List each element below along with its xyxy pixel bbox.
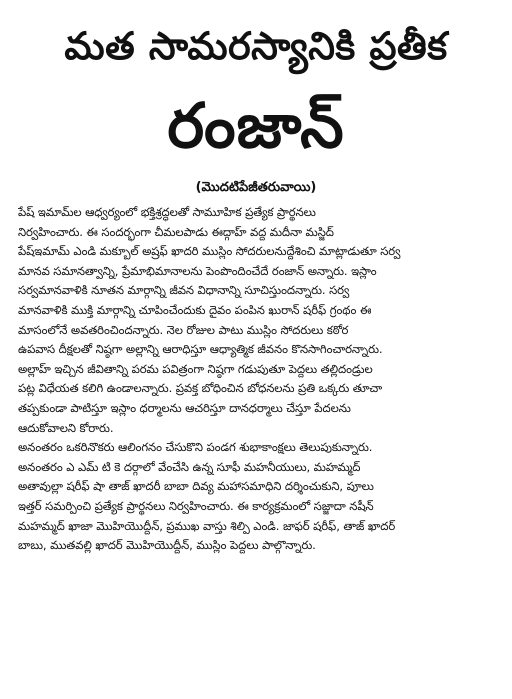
headline-line-1: మత సామరస్యానికి ప్రతీక xyxy=(64,24,448,68)
continuation-note: (మొదటిపేజీతరువాయి) xyxy=(195,180,317,195)
body-line: సర్వమానవాళికి నూతన మార్గాన్ని జీవన విధానాన్ని సూచిస్తుందన్నారు. సర్వ xyxy=(18,283,350,298)
headline-line-2: రంజాన్ xyxy=(167,89,345,162)
article-body xyxy=(18,203,500,556)
body-line: ఇత్తర్ సమర్పించి ప్రత్యేక ప్రార్థనలు నిర్వహించారు. ఈ కార్యక్రమంలో సజ్జాదా నషీన్ xyxy=(18,498,374,513)
body-line: తప్పకుండా పాటిస్తూ ఇస్లాం ధర్మాలను ఆచరిస్తూ దానధర్మాలు చేస్తూ పేదలను xyxy=(18,400,351,415)
body-line: నిర్వహించారు. ఈ సందర్భంగా చీమలపాడు ఈద్గాహ్ వద్ద మదీనా మస్జిద్ xyxy=(18,224,334,239)
body-line: మానవాళికి ముక్తి మార్గాన్ని చూపించేందుకు దైవం పంపిన ఖురాన్ షరీఫ్ గ్రంథం ఈ xyxy=(18,302,372,317)
body-line: పేష్ ఇమామ్‌ల ఆధ్వర్యంలో భక్తిశ్రద్ధలతో సామూహిక ప్రత్యేక ప్రార్థనలు xyxy=(18,205,316,219)
body-line: అతావుల్లా షరీఫ్ షా తాజ్ ఖాదరీ బాబా దివ్య మహాసమాధిని దర్శించుకుని, పూలు xyxy=(18,479,374,494)
body-line: అనంతరం ఎ ఎమ్ టి కె దర్గాలో వేంచేసి ఉన్న సూఫీ మహనీయులు, మహమ్మద్ xyxy=(18,459,361,474)
body-line: మాసంలోనే అవతరించిందన్నారు. నెల రోజుల పాటు ముస్లిం సోదరులు కఠోర xyxy=(18,322,349,337)
body-line: అనంతరం ఒకరినొకరు ఆలింగనం చేసుకొని పండగ శుభాకాంక్షలు తెలుపుకున్నారు. xyxy=(18,440,373,455)
body-line: అల్లాహ్ ఇచ్చిన జీవితాన్ని పరమ పవిత్రంగా నిష్ఠగా గడుపుతూ పెద్దలు తల్లిదండ్రుల xyxy=(18,361,373,376)
body-line: ఉపవాస దీక్షలతో నిష్ఠగా అల్లాన్ని ఆరాధిస్తూ ఆధ్యాత్మిక జీవనం కొనసాగించారన్నారు. xyxy=(18,342,383,357)
body-line: పట్ల విధేయత కలిగి ఉండాలన్నారు. ప్రవక్త బోధించిన బోధనలను ప్రతి ఒక్కరు తూచా xyxy=(18,381,383,396)
body-line: మహమ్మద్ ఖాజా మొహియొద్దీన్, ప్రముఖ వాస్తు శిల్పి ఎండి. జాఫర్ షరీఫ్, తాజ్ ఖాదర్ xyxy=(18,518,396,533)
body-line: పేష్‌ఇమామ్ ఎండి మక్బూల్ అష్రఫ్ ఖాదరి ముస్లిం సోదరులనుద్దేశించి మాట్లాడుతూ సర్వ xyxy=(18,244,401,259)
body-line: మానవ సమానత్వాన్ని, ప్రేమాభిమానాలను పెంపొందించేదే రంజాన్ అన్నారు. ఇస్లాం xyxy=(18,263,377,278)
body-line: ఆదుకోవాలని కోరారు. xyxy=(18,420,114,435)
body-line: బాబు, ముతవల్లి ఖాదర్ మొహియొద్దీన్, ముస్లిం పెద్దలు పాల్గొన్నారు. xyxy=(18,538,316,553)
